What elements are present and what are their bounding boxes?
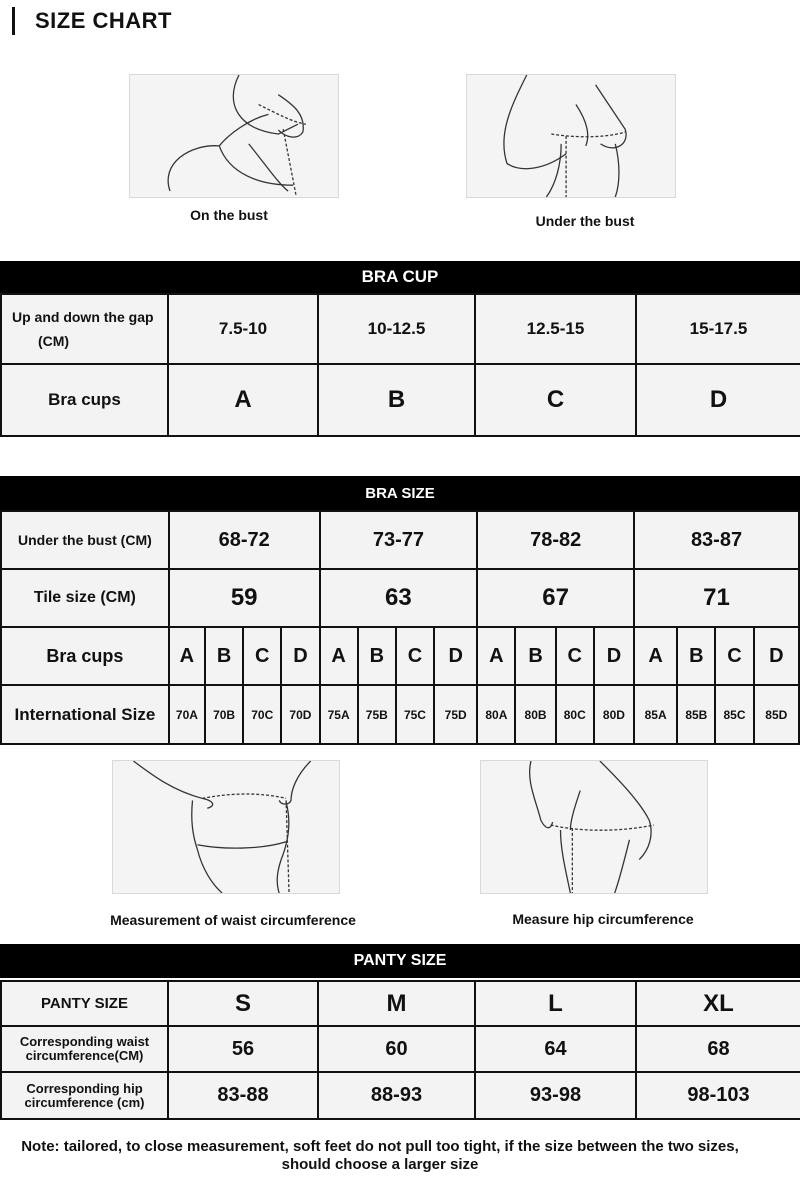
cup-cell: B [515,627,555,685]
cup-cell: A [169,627,205,685]
gap-value: 15-17.5 [636,294,800,364]
hip-value: 88-93 [318,1072,475,1119]
cup-cell: D [594,627,634,685]
underbust-value: 73-77 [320,511,478,569]
intl-cell: 85C [715,685,753,744]
intl-cell: 80D [594,685,634,744]
intl-cell: 75C [396,685,434,744]
cup-value: C [475,364,636,436]
cup-value: A [168,364,318,436]
gap-label-cell [1,294,168,364]
underbust-value: 78-82 [477,511,634,569]
hip-value: 83-88 [168,1072,318,1119]
page-title: SIZE CHART [35,8,172,33]
table-row [1,1026,800,1072]
panty-size-label: PANTY SIZE [1,981,168,1026]
hip-measure-figure [480,760,708,894]
table-row [1,627,799,685]
intl-label: International Size [1,685,169,744]
title-accent-bar [12,7,15,35]
bra-size-band: BRA SIZE [0,476,800,510]
tile-value: 63 [320,569,478,627]
waist-value: 68 [636,1026,800,1072]
intl-cell: 85D [754,685,799,744]
underbust-value: 83-87 [634,511,799,569]
caption-hip: Measure hip circumference [512,911,694,927]
table-row [1,685,799,744]
cup-cell: C [715,627,753,685]
gap-value: 7.5-10 [168,294,318,364]
gap-value: 10-12.5 [318,294,475,364]
gap-unit: (CM) [38,333,70,349]
panty-size-value: M [318,981,475,1026]
cup-cell: A [477,627,515,685]
bra-cup-table [0,293,800,437]
waist-label: Corresponding waist circumference(CM) [1,1026,168,1072]
underbust-label: Under the bust (CM) [1,511,169,569]
intl-cell: 80B [515,685,555,744]
waist-measure-figure [112,760,340,894]
panty-size-value: S [168,981,318,1026]
panty-size-value: L [475,981,636,1026]
table-row [1,981,800,1026]
bra-cup-band: BRA CUP [0,261,800,293]
intl-cell: 70B [205,685,243,744]
gap-value: 12.5-15 [475,294,636,364]
cup-value: B [318,364,475,436]
intl-cell: 85A [634,685,677,744]
bust-measure-figure [129,74,339,198]
intl-cell: 70A [169,685,205,744]
intl-cell: 70D [281,685,319,744]
table-row [1,364,800,436]
intl-cell: 80A [477,685,515,744]
cup-cell: A [320,627,358,685]
hip-label: Corresponding hip circumference (cm) [1,1072,168,1119]
waist-value: 56 [168,1026,318,1072]
intl-cell: 75B [358,685,396,744]
tile-value: 59 [169,569,320,627]
tile-value: 71 [634,569,799,627]
table-row [1,1072,800,1119]
gap-label: Up and down the gap [12,309,154,325]
table-row [1,569,799,627]
caption-on-bust: On the bust [190,207,268,223]
waist-value: 60 [318,1026,475,1072]
cup-cell: C [556,627,594,685]
cup-cell: D [281,627,319,685]
intl-cell: 85B [677,685,715,744]
cup-cell: D [754,627,799,685]
cup-cell: A [634,627,677,685]
cup-cell: B [205,627,243,685]
hip-value: 98-103 [636,1072,800,1119]
cup-cell: C [396,627,434,685]
waist-value: 64 [475,1026,636,1072]
panty-size-table [0,980,800,1120]
intl-cell: 70C [243,685,281,744]
page-header [12,6,172,36]
table-row [1,294,800,364]
cups-label: Bra cups [1,364,168,436]
caption-waist: Measurement of waist circumference [110,912,356,928]
cup-value: D [636,364,800,436]
hip-value: 93-98 [475,1072,636,1119]
underbust-value: 68-72 [169,511,320,569]
intl-cell: 75D [434,685,477,744]
caption-under-bust: Under the bust [535,213,635,229]
tile-label: Tile size (CM) [1,569,169,627]
bra-size-table [0,510,800,745]
tile-value: 67 [477,569,634,627]
panty-size-value: XL [636,981,800,1026]
intl-cell: 80C [556,685,594,744]
underbust-measure-figure [466,74,676,198]
cup-cell: D [434,627,477,685]
footer-note: Note: tailored, to close measurement, soft feet do not pull too tight, if the size between the two sizes, should choose a larger size [21,1138,739,1173]
cup-cell: C [243,627,281,685]
panty-size-band: PANTY SIZE [0,944,800,978]
cups-label: Bra cups [1,627,169,685]
cup-cell: B [358,627,396,685]
cup-cell: B [677,627,715,685]
intl-cell: 75A [320,685,358,744]
table-row [1,511,799,569]
